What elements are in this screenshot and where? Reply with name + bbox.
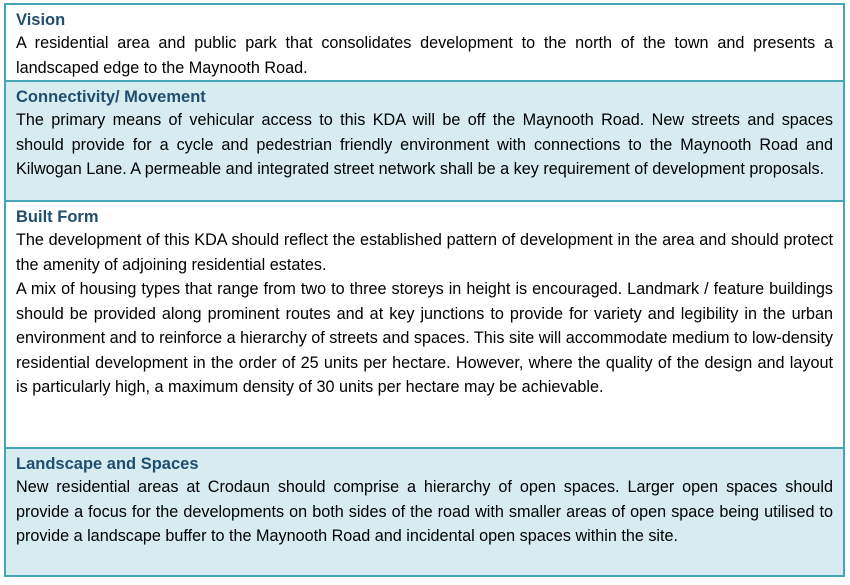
vision-heading: Vision: [16, 11, 66, 29]
built-form-text-2: A mix of housing types that range from two to three storeys in height is encouraged. Landmark / feature buildings should be provided along prominent routes and at key junctions to provide for variety and legibility in the urban environment and to reinforce a hierarchy of streets and spaces. This site will accommodate medium to low-density residential development in the order of 25 units per hectare. However, where the quality of the design and layout is particularly high, a maximum density of 30 units per hectare may be achievable.: [16, 280, 833, 396]
connectivity-section: [6, 82, 843, 202]
landscape-heading: Landscape and Spaces: [16, 455, 199, 473]
landscape-text: New residential areas at Crodaun should comprise a hierarchy of open spaces. Larger open spaces should provide a focus for the developments on both sides of the road with smaller areas of open space being utilised to provide a landscape buffer to the Maynooth Road and incidental open spaces within the site.: [16, 478, 833, 545]
built-form-heading: Built Form: [16, 208, 99, 226]
landscape-section: [6, 449, 843, 575]
connectivity-text: The primary means of vehicular access to this KDA will be off the Maynooth Road. New streets and spaces should provide for a cycle and pedestrian friendly environment with connections to the Maynooth Road and Kilwogan Lane. A permeable and integrated street network shall be a key requirement of development proposals.: [16, 111, 833, 178]
connectivity-heading: Connectivity/ Movement: [16, 88, 206, 106]
built-form-section: [6, 202, 843, 449]
vision-section: [6, 5, 843, 82]
vision-text: A residential area and public park that consolidates development to the north of the town and presents a landscaped edge to the Maynooth Road.: [16, 34, 833, 77]
kda-objectives-table: [4, 3, 845, 577]
built-form-text-1: The development of this KDA should reflect the established pattern of development in the area and should protect the amenity of adjoining residential estates.: [16, 231, 833, 274]
